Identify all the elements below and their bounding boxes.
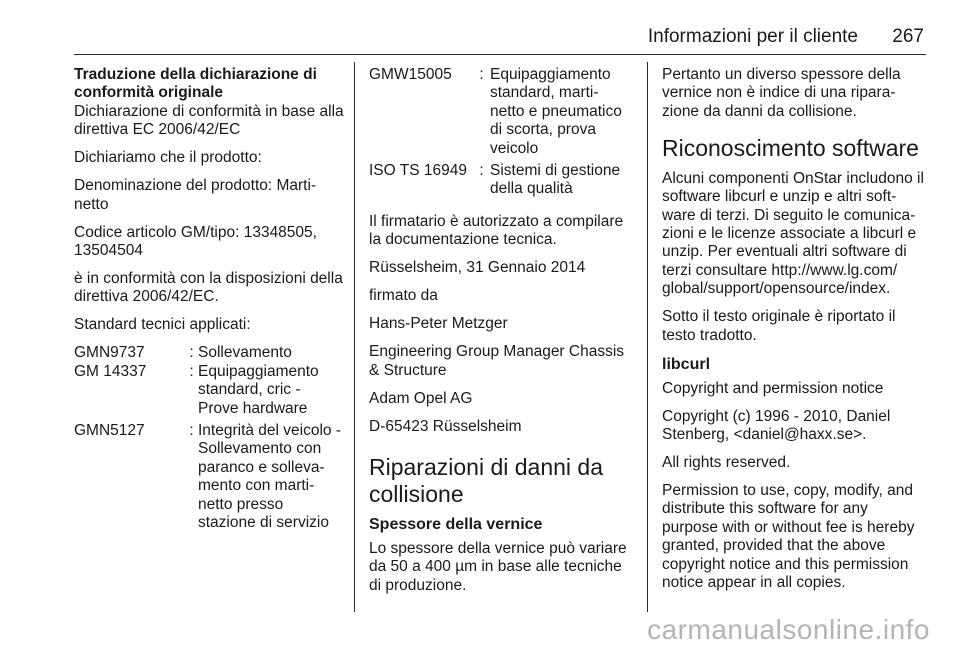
standard-code: GMN5127 [74,422,145,440]
paragraph: Rüsselsheim, 31 Gennaio 2014 [369,259,586,277]
standard-description: Sollevamento [198,344,292,362]
paragraph: Engineering Group Manager Chassis & Structure [369,343,625,379]
separator: : [189,344,194,362]
standard-entry [369,66,635,158]
paragraph: Dichiariamo che il prodotto: [74,149,262,167]
paragraph: Copyright and permission notice [662,379,884,397]
column-divider-2 [647,62,648,612]
section-heading: Riparazioni di danni da collisione [369,454,603,507]
paragraph: Sotto il testo originale è riportato il testo tradotto. [662,308,896,344]
paragraph: All rights reserved. [662,453,791,471]
running-header-title: Informazioni per il cliente [647,26,858,47]
column-3 [662,66,928,602]
standard-entry [74,422,344,532]
paragraph: Lo spessore della vernice può variare da 50 a 400 µm in base alle tecniche di produzione. [369,540,627,594]
page-number: 267 [892,26,924,47]
separator: : [189,422,194,440]
paragraph: è in conformità con la disposizioni della direttiva 2006/42/EC. [74,270,343,306]
paragraph: Permission to use, copy, modify, and distribute this software for any purpose with or without fee is hereby granted, provided that the above copyright notice and this permission notice appear in all copies. [662,481,915,591]
paragraph: Hans-Peter Metzger [369,315,508,333]
standard-code: GMN9737 [74,344,145,362]
paragraph: Pertanto un diverso spessore della vernice non è indice di una ripara- zione da danni da collisione. [662,66,901,120]
separator: : [479,162,484,180]
standard-code: ISO TS 16949 [369,162,467,180]
separator: : [189,362,194,380]
paragraph: Dichiarazione di conformità in base alla direttiva EC 2006/42/EC [74,102,344,139]
paragraph: Denominazione del prodotto: Marti- netto [74,177,317,213]
separator: : [479,66,484,83]
paragraph: Alcuni componenti OnStar includono il software libcurl e unzip e altri soft- ware di terzi. Di seguito le comunica- zioni e le licenze associate a libcurl e unzip. Per eventuali altri software di terzi consultare http://www.lg.com/ global/support/opensource/index. [662,169,924,298]
header-rule [74,54,926,55]
paragraph: Standard tecnici applicati: [74,316,251,334]
standard-description: Sistemi di gestione della qualità [490,162,621,198]
standard-description: Equipaggiamento standard, marti- netto e pneumatico di scorta, prova veicolo [490,66,622,157]
declaration-heading: Traduzione della dichiarazione di conformità originale [74,66,317,102]
column-divider-1 [354,62,355,612]
paragraph: firmato da [369,287,438,305]
column-1 [74,66,344,537]
standard-entry [74,344,344,362]
section-heading: Riconoscimento software [662,135,919,162]
standard-description: Integrità del veicolo - Sollevamento con paranco e solleva- mento con marti- netto presso stazione di servizio [198,422,342,532]
paragraph: Copyright (c) 1996 - 2010, Daniel Stenberg, <daniel@haxx.se>. [662,407,891,443]
standard-entry [369,162,635,199]
paragraph: Codice articolo GM/tipo: 13348505, 13504504 [74,223,317,260]
watermark: carmanualsonline.info [647,614,930,645]
subsection-heading: libcurl [662,355,711,373]
paragraph: D-65423 Rüsselsheim [369,417,522,435]
subsection-heading: Spessore della vernice [369,516,543,534]
standard-entry [74,363,344,418]
paragraph: Adam Opel AG [369,389,473,407]
standard-code: GMW15005 [369,66,452,83]
standard-description: Equipaggiamento standard, cric - Prove hardware [198,362,319,417]
column-2 [369,66,635,605]
standard-code: GM 14337 [74,362,147,380]
paragraph: Il firmatario è autorizzato a compilare la documentazione tecnica. [369,212,624,249]
